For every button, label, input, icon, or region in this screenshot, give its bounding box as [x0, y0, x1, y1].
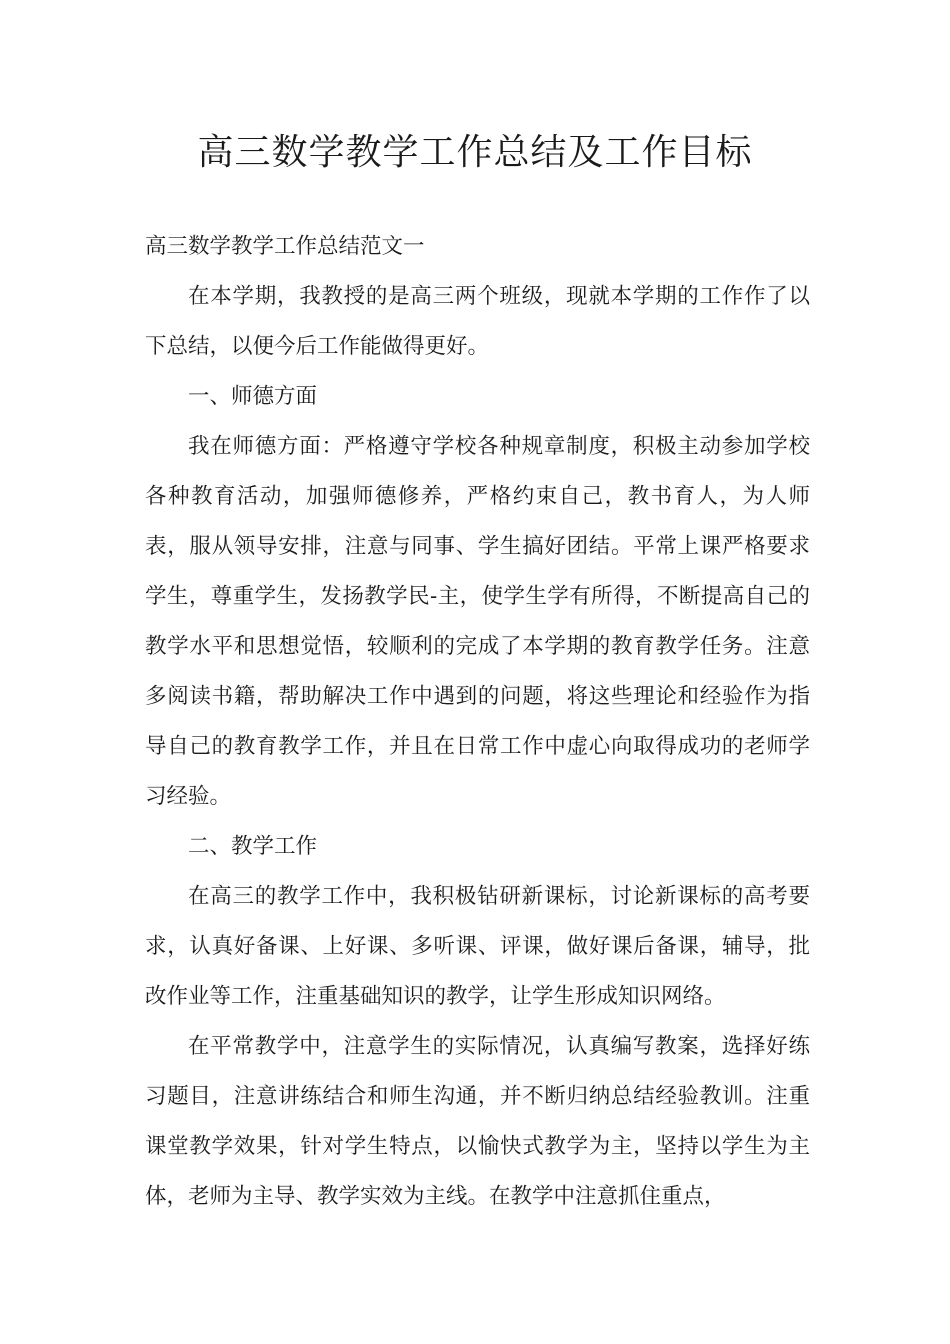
paragraph-daily-teaching: 在平常教学中，注意学生的实际情况，认真编写教案，选择好练习题目，注意讲练结合和师生沟通，并不断归纳总结经验教训。注重课堂教学效果，针对学生特点，以愉快式教学为主，坚持以学生为主体，老师为主导、教学实效为主线。在教学中注意抓住重点，: [145, 1034, 810, 1209]
section-subtitle: 高三数学教学工作总结范文一: [145, 234, 425, 259]
paragraph-intro: 在本学期，我教授的是高三两个班级，现就本学期的工作作了以下总结，以便今后工作能做得更好。: [145, 284, 810, 359]
heading-teaching-work: 二、教学工作: [188, 834, 318, 859]
document-body: [145, 222, 810, 1222]
paragraph-teaching-work: 在高三的教学工作中，我积极钻研新课标，讨论新课标的高考要求，认真好备课、上好课、多听课、评课，做好课后备课，辅导，批改作业等工作，注重基础知识的教学，让学生形成知识网络。: [145, 884, 810, 1009]
document-title: 高三数学教学工作总结及工作目标: [197, 132, 753, 173]
paragraph-teacher-ethics: 我在师德方面：严格遵守学校各种规章制度，积极主动参加学校各种教育活动，加强师德修养，严格约束自己，教书育人，为人师表，服从领导安排，注意与同事、学生搞好团结。平常上课严格要求学生，尊重学生，发扬教学民-主，使学生学有所得，不断提高自己的教学水平和思想觉悟，较顺利的完成了本学期的教育教学任务。注意多阅读书籍，帮助解决工作中遇到的问题，将这些理论和经验作为指导自己的教育教学工作，并且在日常工作中虚心向取得成功的老师学习经验。: [145, 434, 810, 809]
heading-teacher-ethics: 一、师德方面: [188, 384, 318, 409]
